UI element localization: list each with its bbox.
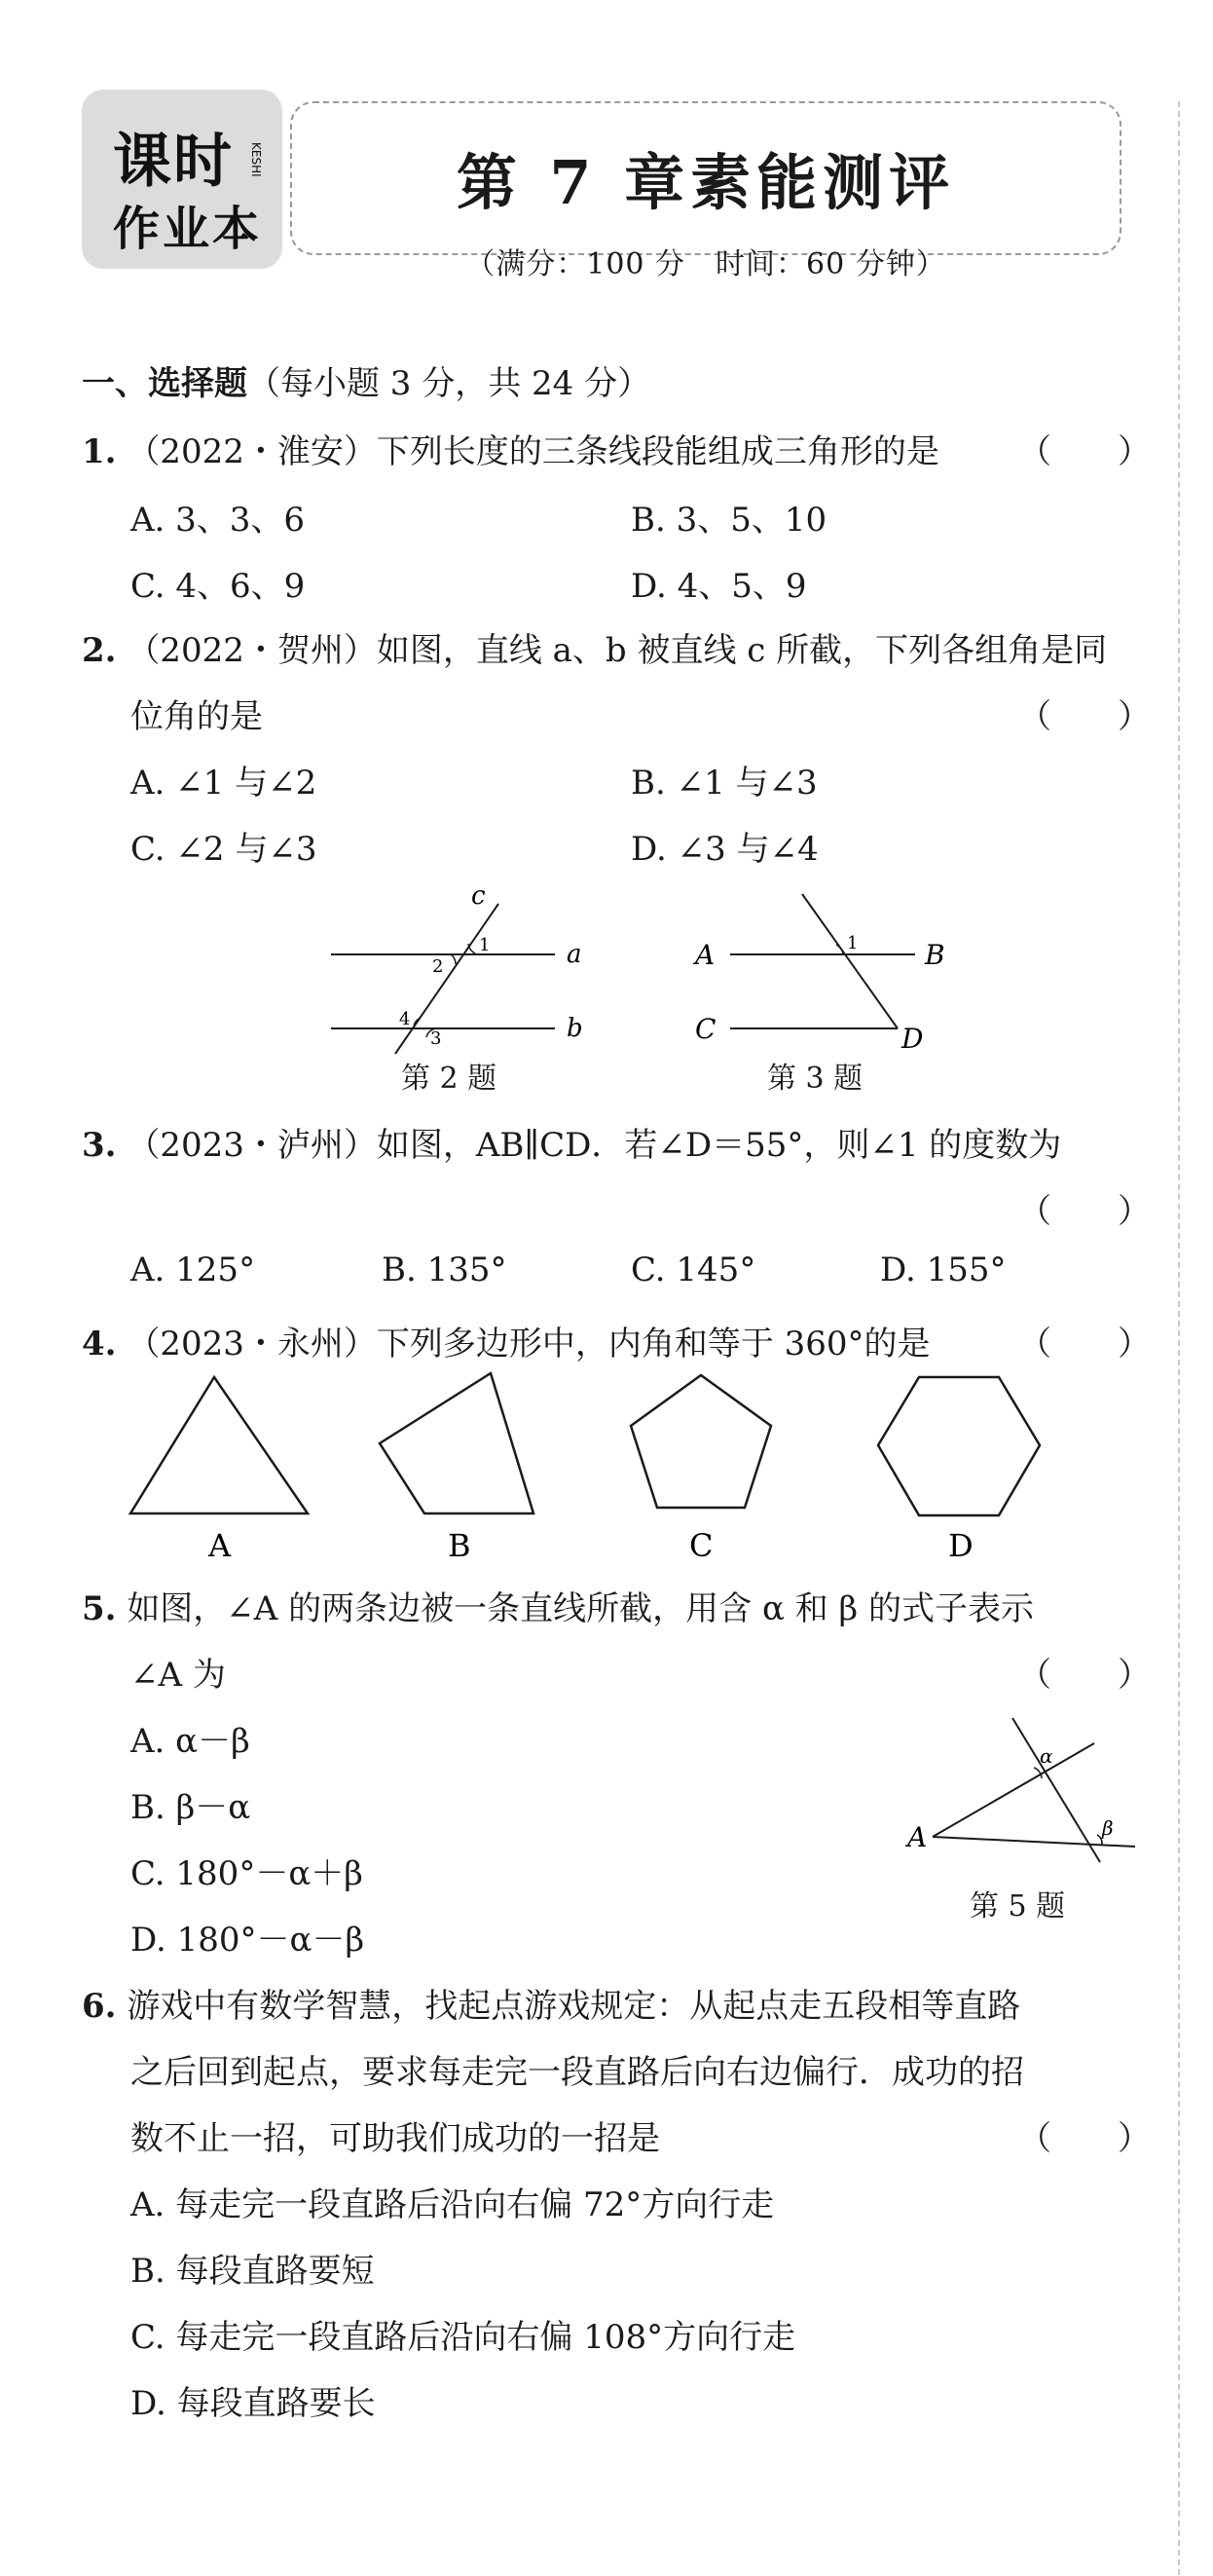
question-3-stem <box>82 1118 1061 1166</box>
hexagon-shape <box>878 1377 1040 1515</box>
question-1-stem <box>82 425 939 472</box>
answer-paren: （ ） <box>1018 2119 1151 2158</box>
answer-paren: （ ） <box>1018 432 1151 471</box>
pentagon-shape <box>631 1375 771 1508</box>
question-number: 2. <box>82 631 117 670</box>
q5-option-a: A. α－β <box>130 1722 250 1761</box>
answer-paren: （ ） <box>1018 697 1151 736</box>
label-2: 2 <box>432 956 444 977</box>
question-5-stem-line2: ∠A 为 <box>130 1656 226 1695</box>
q1-option-b: B. 3、5、10 <box>631 501 827 540</box>
question-text: （2022・淮安）下列长度的三条线段能组成三角形的是 <box>127 432 939 471</box>
page-title: 第 7 章素能测评 <box>456 147 956 218</box>
question-6-stem <box>82 1979 1020 2027</box>
shape-label-c: C <box>689 1527 714 1564</box>
q1-option-c: C. 4、6、9 <box>130 567 306 606</box>
figure-5 <box>896 1714 1149 1870</box>
q1-option-a: A. 3、3、6 <box>130 501 306 540</box>
angle-mark-2 <box>451 954 456 964</box>
label-C: C <box>695 1013 717 1045</box>
q5-option-b: B. β－α <box>130 1788 251 1827</box>
question-text: （2023・泸州）如图，AB∥CD．若∠D＝55°，则∠1 的度数为 <box>127 1126 1062 1165</box>
page-subtitle: （满分：100 分 时间：60 分钟） <box>465 247 946 281</box>
label-1: 1 <box>847 933 859 953</box>
label-beta: β <box>1102 1816 1114 1840</box>
answer-paren: （ ） <box>1018 1192 1151 1231</box>
section-note: （每小题 3 分，共 24 分） <box>247 364 651 403</box>
upper-ray <box>933 1743 1094 1837</box>
shape-label-d: D <box>948 1527 974 1564</box>
question-number: 4. <box>82 1325 117 1363</box>
label-c: c <box>471 881 486 911</box>
q2-option-a: A. ∠1 与∠2 <box>130 764 317 803</box>
label-D: D <box>901 1023 924 1055</box>
logo-text-line2: 作业本 <box>113 202 263 256</box>
figure-5-caption: 第 5 题 <box>970 1889 1066 1923</box>
answer-paren: （ ） <box>1018 1656 1151 1695</box>
q6-option-c: C. 每走完一段直路后沿向右偏 108°方向行走 <box>130 2318 796 2357</box>
q2-option-c: C. ∠2 与∠3 <box>130 830 317 869</box>
label-b: b <box>567 1014 583 1043</box>
figure-2 <box>312 881 604 1081</box>
question-2-stem <box>82 623 1107 671</box>
polygon-options <box>0 1363 1213 1578</box>
question-6-stem-line2: 之后回到起点，要求每走完一段直路后向右边偏行．成功的招 <box>130 2053 1024 2092</box>
label-a: a <box>567 940 582 969</box>
label-3: 3 <box>430 1028 442 1049</box>
q1-option-d: D. 4、5、9 <box>631 567 807 606</box>
label-A: A <box>907 1821 928 1853</box>
question-4-stem <box>82 1317 931 1364</box>
label-1: 1 <box>479 935 491 955</box>
q5-option-d: D. 180°－α－β <box>130 1921 365 1960</box>
question-number: 5. <box>82 1589 117 1628</box>
label-A: A <box>695 939 716 971</box>
question-number: 1. <box>82 432 117 471</box>
q3-option-a: A. 125° <box>130 1251 256 1289</box>
q3-option-d: D. 155° <box>880 1251 1007 1289</box>
question-text: 如图，∠A 的两条边被一条直线所截，用含 α 和 β 的式子表示 <box>127 1589 1035 1628</box>
q6-option-a: A. 每走完一段直路后沿向右偏 72°方向行走 <box>130 2185 775 2224</box>
logo-text-line1: 课时 <box>113 128 234 196</box>
q3-option-b: B. 135° <box>382 1251 507 1289</box>
q6-option-d: D. 每段直路要长 <box>130 2384 376 2423</box>
margin-rule <box>1178 101 1180 2575</box>
q2-option-b: B. ∠1 与∠3 <box>631 764 818 803</box>
question-text: （2023・永州）下列多边形中，内角和等于 360°的是 <box>127 1325 931 1363</box>
answer-paren: （ ） <box>1018 1325 1151 1363</box>
label-B: B <box>925 939 945 971</box>
angle-mark-1 <box>836 945 843 954</box>
question-number: 3. <box>82 1126 117 1165</box>
q2-option-d: D. ∠3 与∠4 <box>631 830 819 869</box>
question-5-stem <box>82 1582 1034 1629</box>
figure-3 <box>681 886 974 1081</box>
line-c <box>395 904 498 1054</box>
q6-option-b: B. 每段直路要短 <box>130 2252 375 2291</box>
question-number: 6. <box>82 1987 117 2026</box>
quadrilateral-shape <box>380 1373 533 1513</box>
logo-small-text: KESHI <box>249 142 263 177</box>
q3-option-c: C. 145° <box>631 1251 756 1289</box>
section-heading <box>82 356 650 404</box>
question-text: 游戏中有数学智慧，找起点游戏规定：从起点走五段相等直路 <box>127 1987 1021 2026</box>
shape-label-b: B <box>448 1527 471 1564</box>
question-6-stem-line3: 数不止一招，可助我们成功的一招是 <box>130 2119 660 2158</box>
label-4: 4 <box>399 1009 411 1029</box>
question-text: （2022・贺州）如图，直线 a、b 被直线 c 所截，下列各组角是同 <box>127 631 1108 670</box>
figure-2-caption: 第 2 题 <box>401 1062 497 1096</box>
triangle-shape <box>130 1377 308 1513</box>
shape-label-a: A <box>208 1527 232 1564</box>
section-title: 一、选择题 <box>82 364 247 403</box>
transversal <box>802 894 898 1028</box>
question-2-stem-line2: 位角的是 <box>130 697 263 736</box>
figure-3-caption: 第 3 题 <box>767 1062 864 1096</box>
q5-option-c: C. 180°－α＋β <box>130 1854 363 1893</box>
label-alpha: α <box>1040 1744 1053 1768</box>
